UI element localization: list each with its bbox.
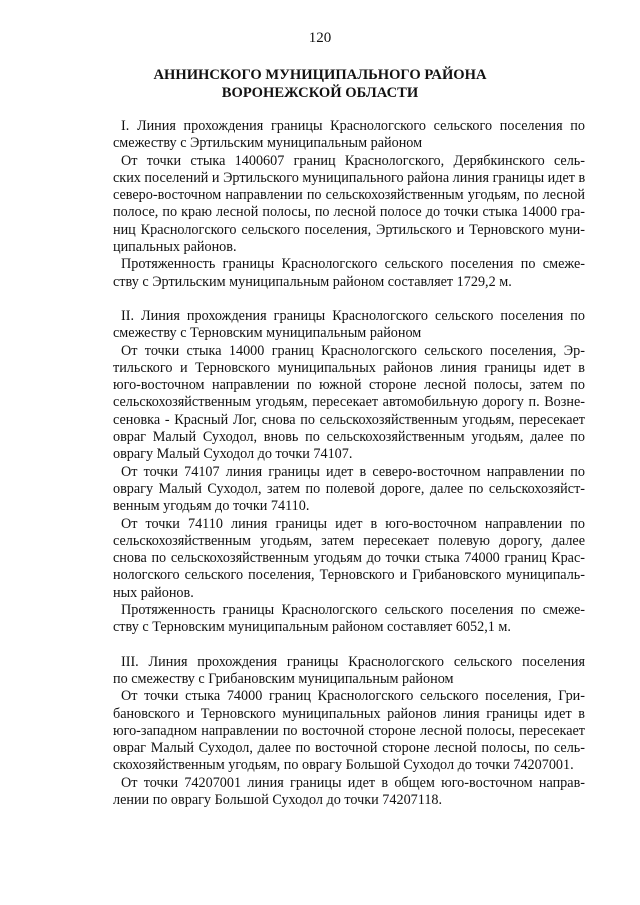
text-line: бановского и Терновского муниципальных районов линия границы идет в bbox=[113, 705, 585, 722]
text-line: ципальных районов. bbox=[113, 239, 237, 256]
paragraph bbox=[113, 775, 585, 810]
text-line: смежеству с Эртильским муниципальным районом bbox=[113, 135, 423, 152]
text-line: I. Линия прохождения границы Краснологского сельского поселения по bbox=[121, 118, 585, 134]
text-line: оврагу Малый Суходол, затем по полевой дороге, далее по сельскохозяйст- bbox=[113, 480, 585, 497]
paragraph bbox=[113, 464, 585, 516]
section-2 bbox=[113, 308, 585, 637]
text-line: сельскохозяйственным угодьям, затем пересекает полевую дорогу, далее bbox=[113, 532, 585, 549]
text-line: по смежеству с Грибановским муниципальным районом bbox=[113, 670, 454, 687]
section-1-header bbox=[113, 118, 585, 153]
paragraph bbox=[113, 688, 585, 774]
text-line: От точки 74107 линия границы идет в северо-восточном направлении по bbox=[121, 463, 585, 480]
text-line: ству с Терновским муниципальным районом составляет 6052,1 м. bbox=[113, 619, 511, 636]
text-line: сеновка - Красный Лог, снова по сельскохозяйственным угодьям, пересекает bbox=[113, 411, 585, 428]
text-line: Протяженность границы Краснологского сельского поселения по смеже- bbox=[121, 256, 585, 273]
text-line: ных районов. bbox=[113, 584, 194, 601]
section-3 bbox=[113, 654, 585, 810]
text-line: лении по оврагу Большой Суходол до точки 74207118. bbox=[113, 791, 443, 808]
text-line: скохозяйственным угодьям, по оврагу Большой Суходол до точки 74207001. bbox=[113, 757, 574, 774]
paragraph bbox=[113, 602, 585, 637]
document-body bbox=[113, 118, 585, 809]
text-line: III. Линия прохождения границы Краснологского сельского поселения bbox=[121, 653, 585, 670]
text-line: Протяженность границы Краснологского сельского поселения по смеже- bbox=[121, 602, 585, 619]
text-line: ниц Краснологского сельского поселения, Эртильского и Терновского муни- bbox=[113, 221, 585, 238]
text-line: От точки 74110 линия границы идет в юго-восточном направлении по bbox=[121, 515, 585, 532]
text-line: ских поселений и Эртильского муниципального района линия границы идет в bbox=[113, 169, 586, 186]
text-line: сельскохозяйственным угодьям, пересекает автомобильную дорогу п. Возне- bbox=[113, 394, 585, 411]
text-line: От точки 74207001 линия границы идет в общем юго-восточном направ- bbox=[121, 774, 585, 791]
page-number: 120 bbox=[308, 30, 332, 46]
text-line: овраг Малый Суходол, далее по восточной стороне лесной полосы, по сель- bbox=[113, 740, 585, 757]
text-line: полосе, по краю лесной полосы, по лесной полосе до точки стыка 14000 гра- bbox=[113, 204, 585, 221]
text-line: юго-западном направлении по восточной стороне лесной полосы, пересекает bbox=[113, 722, 585, 739]
text-line: смежеству с Терновским муниципальным районом bbox=[113, 325, 422, 342]
text-line: венным угодьям до точки 74110. bbox=[113, 498, 310, 515]
paragraph bbox=[113, 256, 585, 291]
text-line: нологского сельского поселения, Терновского и Грибановского муниципаль- bbox=[113, 567, 585, 584]
text-line: тильского и Терновского муниципальных районов линия границы идет в bbox=[113, 359, 585, 376]
paragraph bbox=[113, 343, 585, 464]
section-3-header bbox=[113, 654, 585, 689]
heading-line: АННИНСКОГО МУНИЦИПАЛЬНОГО РАЙОНА bbox=[153, 67, 487, 83]
heading-line: ВОРОНЕЖСКОЙ ОБЛАСТИ bbox=[221, 85, 419, 101]
text-line: От точки стыка 1400607 границ Краснологского, Дерябкинского сель- bbox=[121, 152, 585, 169]
section-1 bbox=[113, 118, 585, 291]
text-line: снова по сельскохозяйственным угодьям до точки стыка 74000 границ Крас- bbox=[113, 550, 585, 567]
text-line: ству с Эртильским муниципальным районом составляет 1729,2 м. bbox=[113, 273, 512, 290]
text-line: От точки стыка 14000 границ Краснологского сельского поселения, Эр- bbox=[121, 342, 585, 359]
paragraph bbox=[113, 153, 585, 257]
text-line: овраг Малый Суходол, вновь по сельскохозяйственным угодьям, далее по bbox=[113, 429, 585, 446]
document-heading bbox=[100, 66, 540, 102]
text-line: северо-восточном направлении по сельскохозяйственным угодьям, по лесной bbox=[113, 187, 585, 204]
text-line: юго-восточном направлении по южной стороне лесной полосы, затем по bbox=[113, 377, 585, 394]
paragraph bbox=[113, 516, 585, 602]
text-line: От точки стыка 74000 границ Краснологского сельского поселения, Гри- bbox=[121, 688, 585, 705]
section-2-header bbox=[113, 308, 585, 343]
text-line: II. Линия прохождения границы Краснологского сельского поселения по bbox=[121, 307, 585, 324]
text-line: оврагу Малый Суходол до точки 74107. bbox=[113, 446, 353, 463]
